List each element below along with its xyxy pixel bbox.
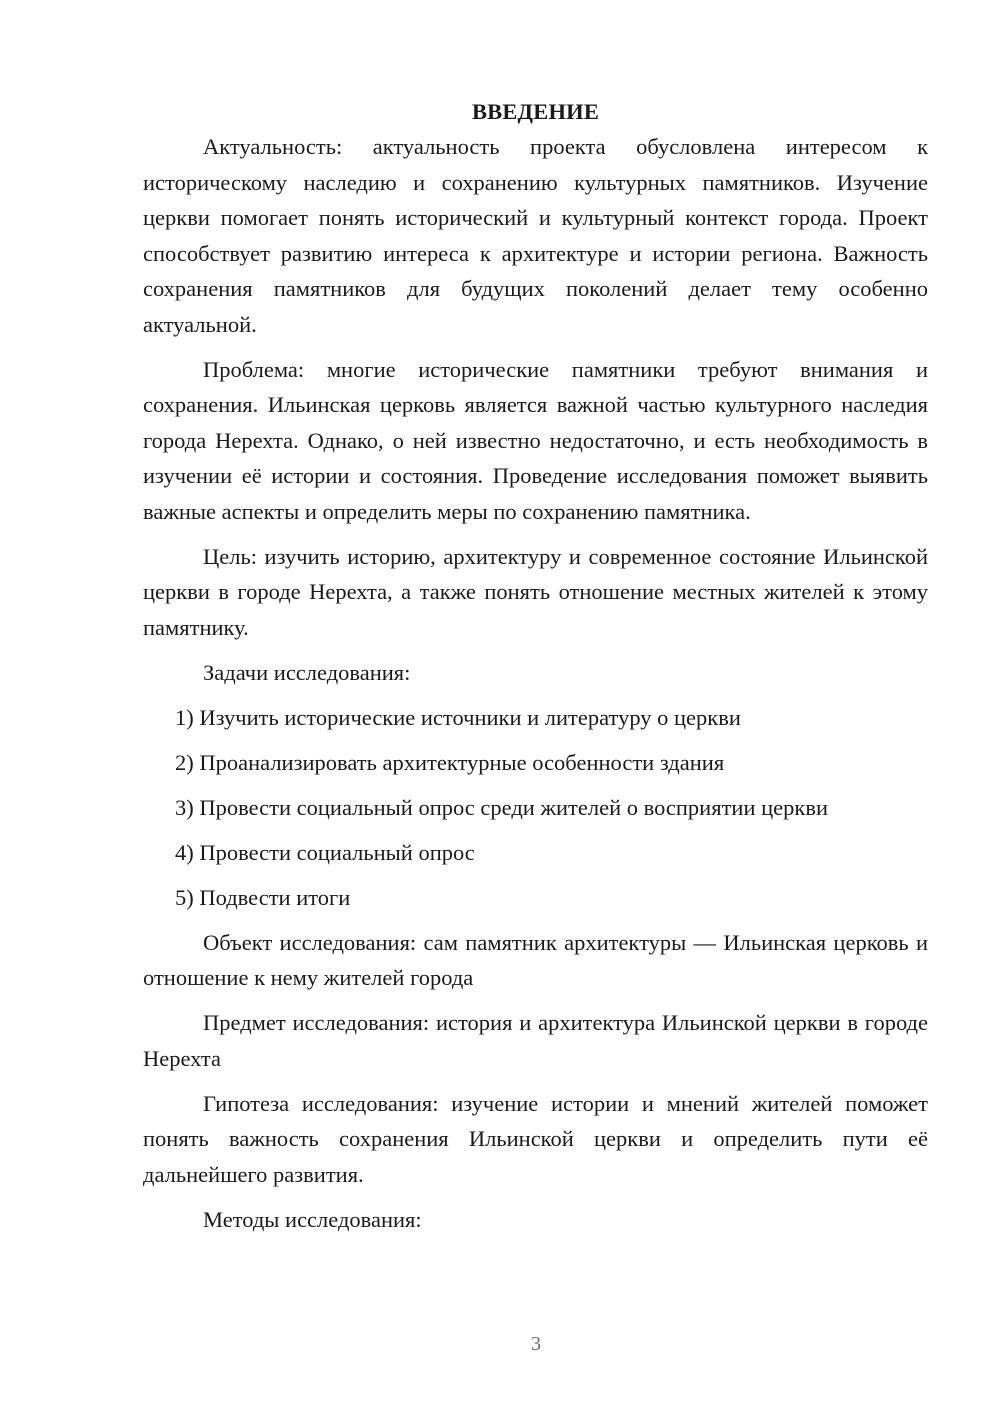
paragraph-methods: Методы исследования: (203, 1206, 422, 1232)
list-item: 3) Провести социальный опрос среди жителей о восприятии церкви (175, 794, 828, 820)
document-page (143, 94, 928, 1247)
paragraph-problem: Проблема: многие исторические памятники требуют внимания и сохранения. Ильинская церковь является важной частью культурного наследия города Нерехта. Однако, о ней известно недостаточно, и есть необходимость в изучении её истории и состояния. Проведение исследования поможет выявить важные аспекты и определить меры по сохранению памятника. (143, 356, 928, 524)
paragraph-goal: Цель: изучить историю, архитектуру и современное состояние Ильинской церкви в городе Нерехта, а также понять отношение местных жителей к этому памятнику. (143, 543, 928, 640)
paragraph-subject: Предмет исследования: история и архитектура Ильинской церкви в городе Нерехта (143, 1010, 928, 1071)
page-number: 3 (531, 1333, 541, 1355)
paragraph-tasks-heading: Задачи исследования: (203, 659, 411, 685)
list-item: 4) Провести социальный опрос (175, 839, 475, 865)
paragraph-hypothesis: Гипотеза исследования: изучение истории и мнений жителей поможет понять важность сохранения Ильинской церкви и определить пути её дальнейшего развития. (143, 1090, 928, 1187)
tasks-list (143, 700, 928, 916)
list-item: 5) Подвести итоги (175, 884, 351, 910)
paragraph-object: Объект исследования: сам памятник архитектуры — Ильинская церковь и отношение к нему жителей города (143, 929, 928, 990)
paragraph-relevance: Актуальность: актуальность проекта обусловлена интересом к историческому наследию и сохранению культурных памятников. Изучение церкви помогает понять исторический и культурный контекст города. Проект способствует развитию интереса к архитектуре и истории региона. Важность сохранения памятников для будущих поколений делает тему особенно актуальной. (143, 134, 928, 337)
section-title: ВВЕДЕНИЕ (471, 99, 600, 124)
list-item: 2) Проанализировать архитектурные особенности здания (175, 749, 725, 775)
list-item: 1) Изучить исторические источники и литературу о церкви (175, 704, 741, 730)
